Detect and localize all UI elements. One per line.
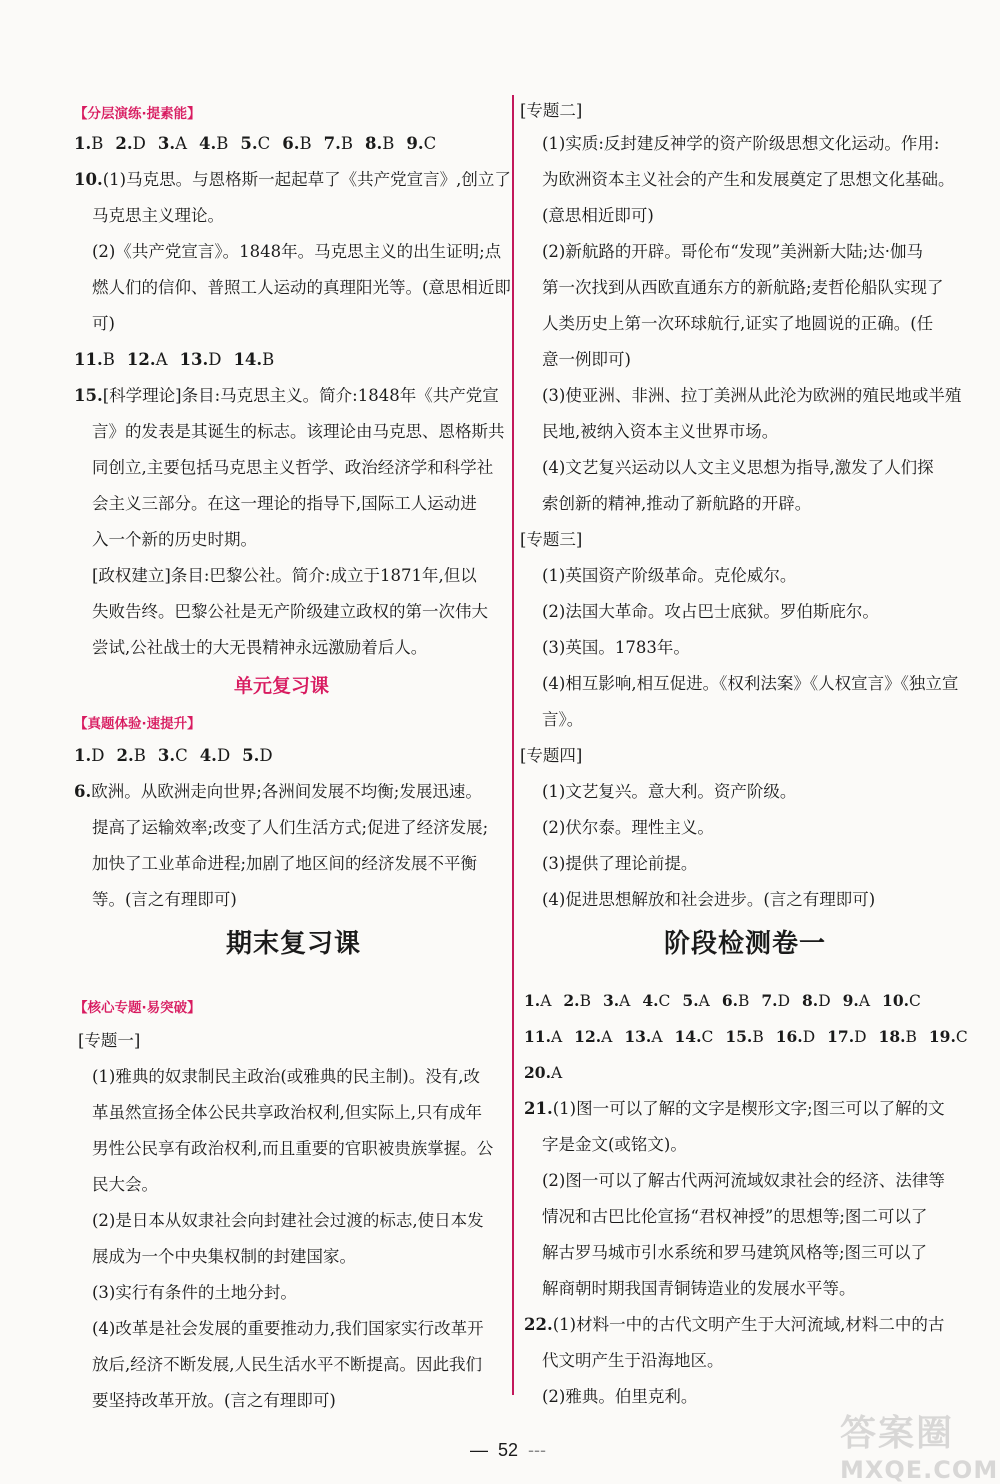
answer-letter: B [102, 350, 115, 369]
answer-number: 4. [199, 746, 217, 765]
answer-number: 7. [323, 134, 341, 153]
answer-item [524, 1028, 562, 1046]
answer-number: 5. [682, 991, 699, 1010]
answer-row [74, 349, 286, 371]
answer-item [524, 992, 551, 1010]
question-number: 10. [74, 170, 103, 189]
answer-number: 17. [827, 1027, 855, 1046]
answer-text: (1)图一可以了解的文字是楔形文字;图三可以了解的文 [552, 1099, 945, 1118]
answer-text: (意思相近即可) [542, 206, 654, 225]
answer-text: (3)实行有条件的土地分封。 [92, 1283, 297, 1302]
answer-row [74, 745, 285, 767]
page-number [470, 1440, 546, 1461]
answer-letter: C [909, 992, 921, 1010]
answer-text: 同创立,主要包括马克思主义哲学、政治经济学和科学社 [92, 458, 494, 477]
answer-text: 言》。 [542, 710, 584, 729]
answer-text: (4)相互影响,相互促进。《权利法案》《人权宣言》《独立宣 [542, 674, 959, 693]
answer-number: 20. [524, 1063, 551, 1082]
answer-letter: B [579, 992, 591, 1010]
question-number: 6. [74, 782, 92, 801]
page-number-value: 52 [498, 1440, 519, 1460]
answer-number: 5. [242, 746, 260, 765]
topic-label: [专题三] [520, 530, 583, 549]
answer-text: 代文明产生于沿海地区。 [542, 1351, 724, 1370]
answer-item [158, 746, 188, 765]
answer-text: 燃人们的信仰、普照工人运动的真理阳光等。(意思相近即 [92, 278, 511, 297]
answer-text: 可) [92, 314, 115, 333]
answer-text: (4)改革是社会发展的重要推动力,我们国家实行改革开 [92, 1319, 484, 1338]
topic-label: [专题一] [78, 1031, 141, 1050]
answer-item [675, 1028, 714, 1046]
answer-number: 18. [878, 1027, 906, 1046]
answer-letter: A [619, 992, 631, 1010]
answer-text: (1)文艺复兴。意大利。资产阶级。 [542, 782, 797, 801]
answer-q10 [74, 169, 511, 191]
answer-letter: D [208, 350, 222, 369]
answer-item [180, 350, 222, 369]
answer-item [574, 1028, 612, 1046]
answer-item [642, 992, 670, 1010]
answer-text: (1)雅典的奴隶制民主政治(或雅典的民主制)。没有,改 [92, 1067, 480, 1086]
answer-item [282, 134, 311, 153]
answer-number: 6. [721, 991, 738, 1010]
section-heading: 【核心专题·易突破】 [74, 1000, 201, 1016]
answer-text: (2)是日本从奴隶社会向封建社会过渡的标志,使日本发 [92, 1211, 484, 1230]
answer-text: 失败告终。巴黎公社是无产阶级建立政权的第一次伟大 [92, 602, 488, 621]
answer-text: 为欧洲资本主义社会的产生和发展奠定了思想文化基础。 [542, 170, 955, 189]
answer-text: 解古罗马城市引水系统和罗马建筑风格等;图三可以了 [542, 1243, 928, 1262]
answer-row [74, 133, 448, 155]
answer-number: 13. [179, 350, 209, 369]
answer-item [725, 1028, 763, 1046]
answer-number: 8. [802, 991, 819, 1010]
answer-letter: C [658, 992, 671, 1010]
answer-letter: B [133, 746, 146, 765]
answer-text: 情况和古巴比伦宣扬“君权神授”的思想等;图二可以了 [542, 1207, 928, 1226]
answer-number: 10. [882, 991, 909, 1010]
answer-number: 4. [642, 991, 659, 1010]
answer-text: 解商朝时期我国青铜铸造业的发展水平等。 [542, 1279, 856, 1298]
answer-number: 3. [602, 991, 620, 1010]
answer-text: 加快了工业革命进程;加剧了地区间的经济发展不平衡 [92, 854, 478, 873]
answer-number: 2. [116, 746, 134, 765]
answer-letter: A [858, 992, 871, 1010]
answer-item [843, 992, 870, 1010]
answer-text: [政权建立]条目:巴黎公社。简介:成立于1871年,但以 [92, 566, 477, 585]
answer-letter: B [752, 1028, 764, 1046]
answer-letter: A [698, 992, 710, 1010]
answer-number: 15. [725, 1027, 753, 1046]
topic-label: [专题四] [520, 746, 583, 765]
page-number-dash: — [470, 1440, 488, 1460]
answer-letter: A [550, 1028, 563, 1046]
answer-item [603, 992, 630, 1010]
answer-letter: D [216, 746, 231, 765]
section-heading: 【分层演练·提素能】 [74, 106, 201, 122]
answer-item [879, 1028, 917, 1046]
answer-number: 11. [74, 350, 103, 369]
answer-letter: C [701, 1028, 714, 1046]
answer-item [682, 992, 709, 1010]
answer-letter: A [601, 1028, 613, 1046]
section-title-final-review: 期末复习课 [226, 929, 362, 959]
answer-number: 14. [233, 350, 263, 369]
answer-text: 革虽然宣扬全体公民共享政治权利,但实际上,只有成年 [92, 1103, 482, 1122]
answer-q6 [74, 781, 482, 803]
answer-item [722, 992, 750, 1010]
answer-text: (2)伏尔泰。理性主义。 [542, 818, 714, 837]
answer-text: 等。(言之有理即可) [92, 890, 237, 909]
answer-row [524, 1026, 980, 1048]
answer-text: (4)文艺复兴运动以人文主义思想为指导,激发了人们探 [542, 458, 934, 477]
answer-letter: C [257, 134, 271, 153]
answer-text: 民大会。 [92, 1175, 158, 1194]
answer-item [761, 992, 790, 1010]
answer-number: 12. [126, 350, 156, 369]
answer-number: 13. [624, 1027, 652, 1046]
question-number: 22. [524, 1315, 553, 1334]
answer-item [233, 350, 274, 369]
answer-text: 言》的发表是其诞生的标志。该理论由马克思、恩格斯共 [92, 422, 505, 441]
answer-letter: D [91, 746, 105, 765]
answer-text: (2)雅典。伯里克利。 [542, 1387, 698, 1406]
section-heading: 【真题体验·速提升】 [74, 716, 201, 732]
answer-number: 1. [524, 991, 541, 1010]
watermark-text-top: 答案圈 [840, 1413, 955, 1454]
answer-item [242, 746, 272, 765]
answer-letter: C [423, 134, 437, 153]
answer-item [199, 134, 228, 153]
answer-letter: B [91, 134, 104, 153]
answer-letter: B [738, 992, 750, 1010]
answer-letter: A [550, 1064, 563, 1082]
question-number: 15. [74, 386, 103, 405]
answer-text: (1)马克思。与恩格斯一起起草了《共产党宣言》,创立了 [102, 170, 511, 189]
answer-number: 3. [157, 746, 176, 765]
answer-item [524, 1064, 562, 1082]
answer-text: (3)使亚洲、非洲、拉丁美洲从此沦为欧洲的殖民地或半殖 [542, 386, 962, 405]
answer-item [324, 134, 353, 153]
question-number: 21. [524, 1099, 553, 1118]
answer-item [802, 992, 831, 1010]
answer-text: 提高了运输效率;改变了人们生活方式;促进了经济发展; [92, 818, 489, 837]
answer-letter: A [175, 134, 187, 153]
answer-q22 [524, 1314, 944, 1336]
answer-number: 7. [761, 991, 778, 1010]
answer-text: 放后,经济不断发展,人民生活水平不断提高。因此我们 [92, 1355, 482, 1374]
answer-text: (1)实质:反封建反神学的资产阶级思想文化运动。作用: [542, 134, 940, 153]
answer-item [200, 746, 230, 765]
answer-item [365, 134, 394, 153]
answer-letter: A [540, 992, 552, 1010]
answer-number: 19. [928, 1027, 956, 1046]
answer-letter: D [777, 992, 791, 1010]
answer-item [240, 134, 270, 153]
answer-letter: C [955, 1028, 968, 1046]
answer-text: 要坚持改革开放。(言之有理即可) [92, 1391, 336, 1410]
answer-number: 8. [364, 134, 383, 153]
answer-text: 入一个新的历史时期。 [92, 530, 257, 549]
answer-text: 索创新的精神,推动了新航路的开辟。 [542, 494, 812, 513]
answer-row [524, 1062, 574, 1084]
answer-q21 [524, 1098, 945, 1120]
answer-letter: B [262, 350, 275, 369]
answer-text: (2)《共产党宣言》。1848年。马克思主义的出生证明;点 [92, 242, 502, 261]
answer-letter: B [340, 134, 353, 153]
answer-text: 展成为一个中央集权制的封建国家。 [92, 1247, 356, 1266]
answer-number: 1. [74, 746, 92, 765]
answer-item [116, 746, 145, 765]
answer-text: 第一次找到从西欧直通东方的新航路;麦哲伦船队实现了 [542, 278, 944, 297]
answer-text: (1)英国资产阶级革命。克伦威尔。 [542, 566, 797, 585]
answer-text: 民地,被纳入资本主义世界市场。 [542, 422, 779, 441]
answer-text: 会主义三部分。在这一理论的指导下,国际工人运动进 [92, 494, 477, 513]
answer-item [776, 1028, 815, 1046]
answer-number: 9. [842, 991, 859, 1010]
answer-item [882, 992, 921, 1010]
answer-number: 6. [282, 134, 300, 153]
column-divider [512, 95, 514, 1395]
answer-number: 2. [563, 991, 580, 1010]
answer-text: 男性公民享有政治权利,而且重要的官职被贵族掌握。公 [92, 1139, 494, 1158]
answer-text: (2)图一可以了解古代两河流域奴隶社会的经济、法律等 [542, 1171, 945, 1190]
answer-text: (2)新航路的开辟。哥伦布“发现”美洲新大陆;达·伽马 [542, 242, 924, 261]
answer-letter: B [905, 1028, 917, 1046]
section-title-stage-test: 阶段检测卷一 [664, 929, 827, 959]
answer-item [127, 350, 168, 369]
answer-number: 3. [157, 134, 176, 153]
answer-number: 14. [674, 1027, 702, 1046]
answer-item [406, 134, 436, 153]
answer-letter: D [259, 746, 273, 765]
answer-letter: B [299, 134, 312, 153]
answer-item [827, 1028, 866, 1046]
answer-q15 [74, 385, 499, 407]
answer-text: 尝试,公社战士的大无畏精神永远激励着后人。 [92, 638, 428, 657]
answer-number: 9. [406, 134, 424, 153]
answer-item [74, 350, 115, 369]
page-number-dots: --- [528, 1440, 547, 1460]
answer-item [115, 134, 145, 153]
answer-text: 人类历史上第一次环球航行,证实了地圆说的正确。(任 [542, 314, 934, 333]
watermark-logo [840, 1405, 999, 1484]
answer-number: 1. [74, 134, 92, 153]
answer-text: 马克思主义理论。 [92, 206, 224, 225]
answer-item [74, 746, 104, 765]
answer-letter: A [651, 1028, 663, 1046]
answer-number: 2. [115, 134, 133, 153]
answer-item [563, 992, 591, 1010]
answer-text: 意一例即可) [542, 350, 631, 369]
answer-letter: C [175, 746, 188, 765]
answer-item [158, 134, 187, 153]
answer-letter: D [854, 1028, 867, 1046]
answer-text: (4)促进思想解放和社会进步。(言之有理即可) [542, 890, 876, 909]
answer-text: [科学理论]条目:马克思主义。简介:1848年《共产党宣 [102, 386, 499, 405]
answer-letter: B [382, 134, 395, 153]
answer-letter: D [818, 992, 831, 1010]
answer-row [524, 990, 933, 1012]
answer-letter: A [155, 350, 168, 369]
topic-label: [专题二] [520, 101, 583, 120]
answer-text: 字是金文(或铭文)。 [542, 1135, 687, 1154]
section-title-unit-review: 单元复习课 [234, 675, 330, 697]
answer-number: 16. [775, 1027, 803, 1046]
answer-text: 欧洲。从欧洲走向世界;各洲间发展不均衡;发展迅速。 [91, 782, 482, 801]
answer-number: 4. [199, 134, 217, 153]
answer-item [929, 1028, 968, 1046]
answer-text: (3)提供了理论前提。 [542, 854, 698, 873]
answer-letter: B [216, 134, 229, 153]
watermark-text-bottom: MXQE.COM [840, 1456, 999, 1484]
answer-text: (3)英国。1783年。 [542, 638, 690, 657]
answer-number: 11. [524, 1027, 551, 1046]
answer-number: 5. [240, 134, 258, 153]
answer-letter: D [132, 134, 146, 153]
answer-item [624, 1028, 662, 1046]
answer-letter: D [802, 1028, 816, 1046]
answer-text: (1)材料一中的古代文明产生于大河流域,材料二中的古 [552, 1315, 945, 1334]
answer-item [74, 134, 103, 153]
answer-number: 12. [574, 1027, 602, 1046]
answer-text: (2)法国大革命。攻占巴士底狱。罗伯斯庇尔。 [542, 602, 879, 621]
